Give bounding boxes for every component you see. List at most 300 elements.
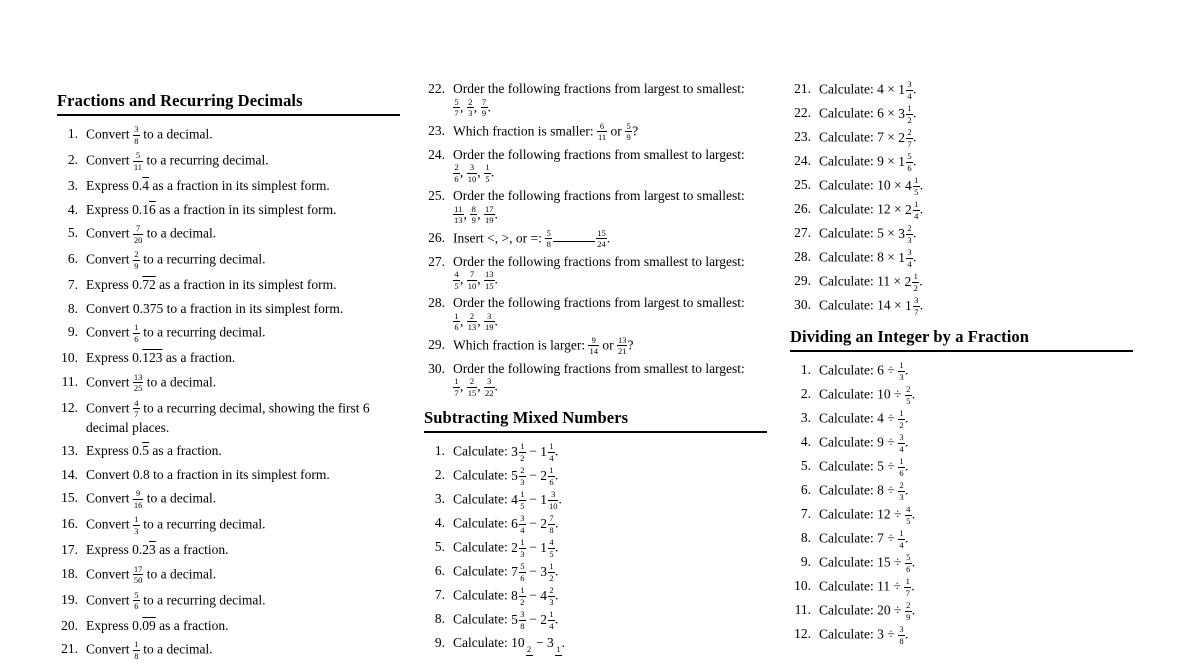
mixed-number (511, 537, 526, 559)
item-number: 11. (794, 602, 811, 617)
fraction-numerator: 5 (907, 151, 912, 161)
whole-number: 3 (898, 105, 905, 121)
fraction-numerator: 1 (485, 162, 490, 172)
mixed-number (898, 151, 913, 173)
fraction (133, 224, 144, 244)
text-run: . (554, 563, 559, 579)
exercise-item (57, 250, 400, 270)
item-number: 22. (794, 105, 811, 120)
fraction (467, 163, 478, 183)
text-run: − (525, 467, 541, 483)
item-number: 1. (67, 126, 78, 141)
text-run: Convert (86, 490, 133, 506)
overline-recurring-digits: 123 (142, 350, 163, 365)
text-run: . (912, 105, 917, 121)
exercise-item (424, 610, 767, 630)
text-run: − (525, 515, 541, 531)
whole-number: 1 (540, 539, 547, 555)
text-run: Convert (86, 516, 133, 532)
text-run: to a recurring decimal, showing the first 6 decimal places. (86, 400, 370, 435)
item-number: 8. (434, 611, 445, 626)
text-run: , (460, 271, 467, 287)
item-body (86, 489, 400, 509)
fraction-numerator: 2 (526, 644, 532, 654)
item-number: 24. (428, 146, 445, 162)
mixed-number (898, 127, 913, 149)
item-number: 5. (434, 539, 445, 554)
text-run: . (912, 153, 917, 169)
item-body (86, 565, 400, 585)
exercise-item (790, 176, 1133, 196)
text-run: . (919, 273, 923, 289)
exercise-item (57, 224, 400, 244)
whole-number: 1 (898, 249, 905, 265)
fraction (519, 442, 526, 462)
text-run: Convert (86, 566, 133, 581)
fraction (484, 270, 495, 290)
fraction (484, 312, 495, 332)
text-run: Calculate: 4 × (819, 81, 899, 97)
fraction-denominator: 15 (467, 387, 477, 398)
item-number: 26. (428, 229, 445, 245)
text-run: , (460, 378, 467, 394)
fraction-denominator: 5 (485, 173, 490, 184)
fraction (133, 640, 140, 660)
item-body (453, 122, 767, 142)
item-body (453, 229, 767, 249)
mixed-number (511, 635, 533, 654)
exercise-item (57, 323, 400, 343)
text-run: , (477, 164, 484, 180)
text-run: Convert (86, 251, 133, 267)
fraction-numerator: 8 (471, 203, 476, 214)
exercise-item (57, 373, 400, 393)
fraction-denominator: 22 (485, 387, 494, 398)
text-run: . (905, 458, 909, 474)
item-number: 21. (61, 641, 78, 656)
text-run: . (919, 177, 924, 193)
text-run: Express 0. (86, 617, 143, 633)
text-run: as a fraction in its simplest form. (149, 178, 330, 193)
fraction-denominator: 6 (454, 322, 459, 332)
item-number: 28. (794, 249, 811, 264)
fraction (597, 122, 607, 142)
item-body (819, 457, 1133, 477)
fraction-denominator: 7 (914, 306, 919, 317)
fraction (453, 312, 460, 332)
fraction (548, 610, 555, 630)
column-1 (57, 0, 400, 666)
fraction-numerator: 13 (617, 334, 627, 345)
item-number: 7. (800, 506, 811, 521)
mixed-number (511, 441, 526, 463)
fraction (898, 409, 905, 429)
fraction-numerator: 3 (907, 247, 912, 257)
fraction-denominator: 7 (134, 409, 139, 419)
item-body (819, 128, 1133, 148)
text-run: Convert (86, 225, 133, 241)
exercise-item (790, 601, 1133, 621)
exercise-item (57, 349, 400, 367)
text-run: Calculate: 12 ÷ (819, 506, 905, 522)
fraction-denominator: 9 (906, 611, 911, 622)
item-number: 6. (67, 251, 78, 266)
fraction-numerator: 6 (599, 120, 605, 131)
item-body (819, 625, 1133, 645)
fraction (519, 610, 526, 630)
fraction-numerator: 3 (520, 609, 525, 619)
text-run: Order the following fractions from smallest to largest: (453, 253, 745, 269)
text-run: . (561, 635, 566, 650)
whole-number: 5 (511, 611, 518, 627)
section-rule (57, 114, 400, 116)
exercise-item (57, 201, 400, 219)
fraction-denominator: 25 (133, 383, 143, 393)
text-run: Calculate: 9 ÷ (819, 434, 899, 450)
exercise-item (424, 490, 767, 510)
exercise-item (424, 336, 767, 356)
fraction-numerator: 3 (907, 79, 912, 89)
text-run: − (525, 587, 541, 603)
text-run: Which fraction is smaller: (453, 123, 597, 138)
text-run: Calculate: 10 × (819, 177, 905, 193)
fraction (906, 104, 913, 124)
item-number: 22. (428, 81, 445, 96)
exercise-item (57, 300, 400, 318)
item-number: 5. (800, 458, 811, 473)
fraction-numerator: 5 (454, 96, 459, 107)
text-run: to a recurring decimal. (139, 516, 266, 532)
text-run: . (905, 410, 909, 426)
mixed-number (540, 585, 555, 607)
fraction-denominator: 5 (454, 280, 459, 291)
text-run: . (554, 467, 559, 483)
fraction-denominator: 5 (906, 515, 911, 526)
item-body (86, 224, 400, 244)
fraction-numerator: 3 (487, 376, 492, 386)
fraction (519, 514, 526, 534)
fraction-numerator: 1 (905, 576, 910, 586)
text-run: , (463, 206, 471, 221)
fraction-numerator: 1 (520, 489, 525, 499)
fraction (555, 645, 562, 657)
text-run: Express 0.1 (86, 201, 149, 217)
fraction (905, 505, 912, 525)
fraction (484, 205, 495, 225)
item-number: 14. (61, 466, 78, 482)
fraction-numerator: 4 (454, 269, 459, 279)
text-run: Calculate: (453, 443, 512, 459)
fraction-numerator: 1 (549, 441, 554, 451)
whole-number: 8 (511, 587, 518, 603)
fraction (617, 336, 628, 356)
text-run: . (912, 129, 917, 145)
fraction-numerator: 1 (913, 271, 918, 281)
exercise-item (790, 152, 1133, 172)
item-number: 25. (794, 177, 811, 192)
item-number: 5. (67, 225, 78, 240)
fraction (519, 466, 526, 486)
fraction (453, 205, 464, 225)
fraction-numerator: 2 (520, 465, 525, 475)
item-number: 12. (61, 399, 78, 415)
mixed-number (511, 609, 526, 631)
fraction (453, 98, 460, 118)
fraction-denominator: 5 (914, 186, 919, 197)
fraction-denominator: 10 (467, 173, 477, 184)
text-run: Convert 0.375 to a fraction in its simplest form. (86, 300, 344, 316)
text-run: Calculate: 9 × (819, 153, 899, 169)
text-run: Calculate: 5 ÷ (819, 458, 899, 474)
item-body (453, 586, 767, 606)
text-run: . (912, 81, 917, 97)
text-run: Calculate: (453, 611, 512, 627)
mixed-number (540, 561, 555, 583)
mixed-number (904, 271, 919, 293)
exercise-item (424, 442, 767, 462)
text-run: , (460, 313, 467, 328)
fraction-numerator: 2 (906, 600, 911, 610)
fraction-numerator: 3 (487, 310, 492, 321)
fraction (519, 562, 526, 582)
fraction-denominator: 4 (907, 90, 912, 101)
fraction-denominator: 20 (133, 234, 143, 245)
whole-number: 5 (511, 467, 518, 483)
fraction-denominator: 8 (899, 635, 904, 646)
fraction-numerator: 2 (134, 249, 139, 259)
fraction-numerator: 5 (546, 227, 551, 238)
exercise-item (790, 272, 1133, 292)
section-rule (424, 431, 767, 433)
fraction-numerator: 2 (899, 480, 904, 490)
exercise-item (424, 122, 767, 142)
section-header (57, 92, 400, 116)
text-run: Order the following fractions from largest to smallest: (453, 295, 745, 310)
mixed-number (898, 103, 913, 125)
fraction-denominator: 50 (133, 575, 143, 585)
fraction (133, 565, 144, 585)
fraction-denominator: 13 (454, 215, 463, 225)
mixed-number (898, 223, 913, 245)
exercise-item (790, 361, 1133, 381)
text-run: to a recurring decimal. (139, 592, 266, 607)
fraction-numerator: 13 (133, 371, 143, 382)
exercise-item (790, 104, 1133, 124)
text-run: − (525, 491, 541, 507)
text-run: Calculate: (453, 635, 512, 650)
fraction-numerator: 3 (520, 513, 525, 523)
item-number: 2. (67, 152, 78, 167)
text-run: Calculate: (453, 491, 512, 507)
fraction-numerator: 5 (135, 150, 141, 160)
item-number: 27. (794, 225, 811, 240)
item-number: 1. (800, 362, 811, 377)
item-number: 25. (428, 188, 445, 203)
fraction-denominator: 3 (907, 234, 912, 245)
fraction-denominator: 2 (549, 572, 554, 583)
fraction-denominator: 8 (134, 135, 139, 146)
fraction-numerator: 3 (469, 162, 475, 172)
fraction-denominator: 3 (520, 476, 525, 487)
item-body (819, 481, 1133, 501)
fraction-numerator: 7 (136, 223, 141, 233)
overline-recurring-digits: 6 (149, 201, 156, 217)
fraction-numerator: 1 (899, 456, 904, 466)
text-run: . (494, 271, 498, 287)
item-body (819, 152, 1133, 172)
fraction-numerator: 2 (468, 96, 473, 107)
text-run: . (919, 201, 924, 217)
item-number: 4. (800, 434, 811, 449)
fraction-denominator: 3 (520, 548, 525, 559)
text-run: − (532, 635, 547, 650)
text-run: . (905, 362, 909, 378)
whole-number: 2 (898, 129, 905, 145)
item-number: 30. (428, 360, 445, 376)
exercise-item (57, 399, 400, 437)
item-body (86, 591, 400, 611)
item-number: 8. (800, 530, 811, 545)
item-body (819, 296, 1133, 316)
mixed-number (540, 537, 555, 559)
fraction (898, 457, 905, 477)
item-number: 29. (794, 273, 811, 288)
text-run: Convert (86, 324, 133, 340)
fraction-denominator: 5 (549, 548, 554, 559)
fraction-denominator: 10 (467, 280, 477, 291)
whole-number: 3 (540, 563, 547, 579)
fraction-denominator: 4 (549, 452, 554, 463)
item-number: 3. (800, 410, 811, 425)
item-body (86, 640, 400, 660)
mixed-number (511, 489, 526, 511)
text-run: Express 0. (86, 350, 143, 365)
item-number: 27. (428, 253, 445, 269)
fraction-denominator (526, 655, 533, 657)
fraction-denominator: 6 (899, 467, 904, 478)
item-number: 7. (67, 277, 78, 292)
fraction (484, 163, 491, 183)
item-number: 26. (794, 201, 811, 216)
text-run: . (494, 378, 498, 394)
text-run: Which fraction is larger: (453, 337, 589, 352)
fraction-denominator: 7 (905, 587, 910, 598)
text-run: Convert (86, 152, 133, 168)
fraction (453, 377, 460, 397)
fraction-numerator: 7 (549, 513, 554, 523)
fraction (898, 481, 905, 501)
exercise-item (790, 385, 1133, 405)
fraction-numerator: 1 (520, 585, 525, 595)
whole-number: 1 (540, 443, 547, 459)
overline-recurring-digits: 5 (142, 443, 149, 458)
item-number: 10. (61, 350, 78, 365)
text-run: , (460, 99, 467, 114)
whole-number: 3 (511, 443, 518, 459)
text-run: ? (627, 337, 634, 352)
item-body (86, 276, 400, 294)
text-run: . (905, 530, 909, 546)
fraction-denominator: 4 (520, 524, 525, 535)
exercise-item (424, 80, 767, 118)
fraction (548, 586, 555, 606)
exercise-item (790, 505, 1133, 525)
exercise-item (57, 565, 400, 585)
item-number: 6. (434, 563, 445, 578)
fraction-numerator: 9 (136, 488, 141, 498)
overline-recurring-digits: 4 (142, 178, 149, 193)
item-body (819, 361, 1133, 381)
fraction-denominator: 3 (549, 596, 554, 607)
fraction-numerator: 17 (133, 563, 143, 574)
fraction-denominator: 2 (913, 282, 918, 293)
mixed-number (511, 465, 526, 487)
whole-number: 1 (898, 81, 905, 97)
mixed-number (511, 513, 526, 535)
fraction (548, 514, 555, 534)
fraction-numerator: 7 (469, 269, 475, 279)
fraction-numerator: 1 (914, 199, 919, 209)
fraction-numerator: 1 (454, 310, 459, 321)
fraction-numerator: 1 (134, 514, 139, 524)
item-body (819, 80, 1133, 100)
exercise-item (424, 253, 767, 291)
text-run: Order the following fractions from largest to smallest: (453, 81, 745, 96)
fraction-denominator: 9 (626, 132, 631, 142)
exercise-item (57, 442, 400, 460)
text-run: as a fraction. (155, 617, 229, 633)
fraction-denominator: 11 (133, 161, 143, 172)
fraction-numerator: 1 (556, 644, 561, 654)
fraction-denominator: 3 (899, 491, 904, 502)
mixed-number (540, 513, 555, 535)
exercise-item (57, 151, 400, 171)
item-number: 12. (794, 626, 811, 641)
fraction (453, 163, 460, 183)
text-run: to a recurring decimal. (139, 251, 266, 267)
text-run: Calculate: 3 ÷ (819, 626, 899, 642)
fraction-numerator: 17 (485, 203, 494, 214)
fraction-denominator: 7 (454, 387, 459, 398)
fraction (913, 296, 920, 316)
exercise-item (57, 466, 400, 484)
item-body (819, 601, 1133, 621)
item-number: 24. (794, 153, 811, 168)
item-body (453, 538, 767, 558)
fraction-numerator: 1 (520, 537, 525, 547)
fraction (905, 385, 912, 405)
exercise-item (790, 433, 1133, 453)
item-number: 1. (434, 443, 445, 458)
fraction-denominator: 2 (907, 114, 912, 125)
text-run: Insert <, >, or =: (453, 230, 546, 245)
exercise-item (790, 224, 1133, 244)
text-run: Calculate: (453, 515, 512, 531)
fraction-numerator: 13 (485, 269, 494, 279)
item-body (453, 490, 767, 510)
text-run: as a fraction. (162, 350, 236, 365)
text-run: Calculate: 7 ÷ (819, 530, 899, 546)
exercise-item (790, 200, 1133, 220)
fraction-denominator: 4 (899, 443, 904, 454)
exercise-item (790, 529, 1133, 549)
text-run: . (905, 626, 909, 642)
whole-number: 1 (540, 491, 547, 507)
text-run: . (554, 539, 559, 555)
text-run: to a decimal. (143, 490, 217, 506)
fraction-numerator: 2 (454, 162, 459, 172)
fraction (467, 377, 478, 397)
